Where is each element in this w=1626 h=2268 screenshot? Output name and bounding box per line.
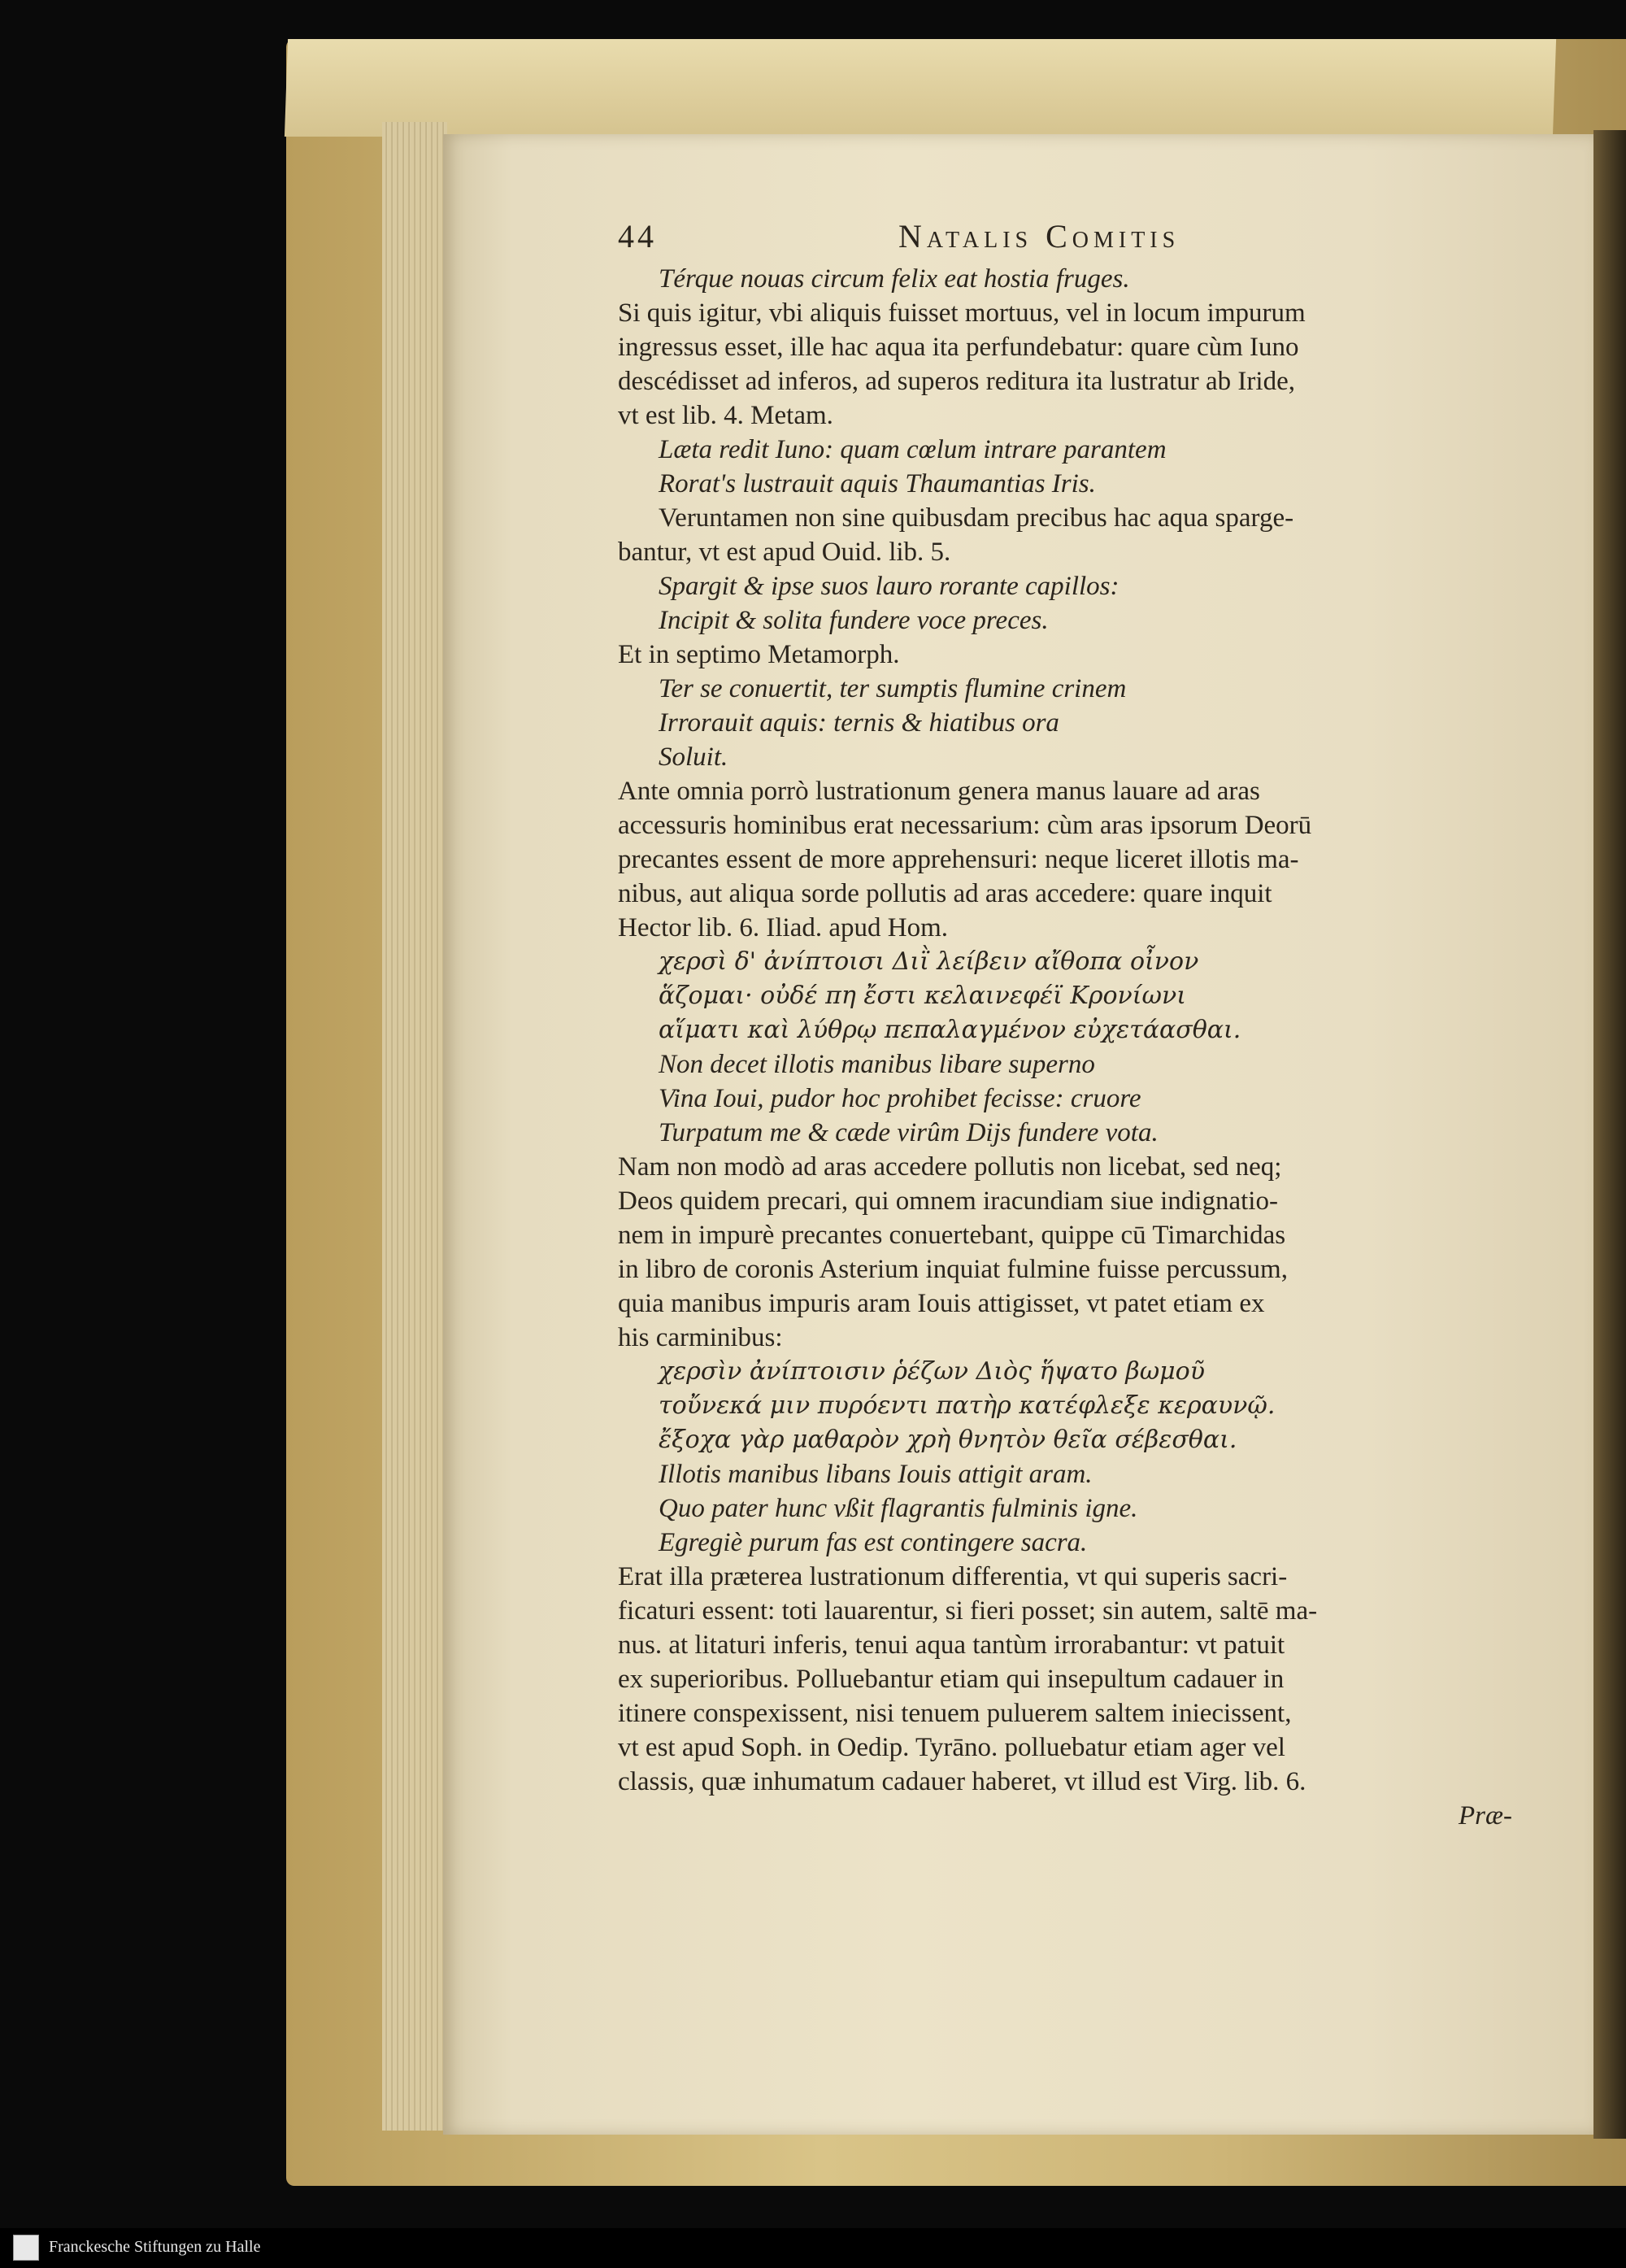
text-line: Ante omnia porrò lustrationum genera manus lauare ad aras bbox=[618, 777, 1260, 806]
text-line: Turpatum me & cæde virûm Dijs fundere vota. bbox=[659, 1118, 1159, 1147]
catchword: Præ- bbox=[1459, 1801, 1512, 1831]
text-line: itinere conspexissent, nisi tenuem puluerem saltem iniecissent, bbox=[618, 1699, 1292, 1728]
text-line: vt est lib. 4. Metam. bbox=[618, 401, 833, 430]
text-line: nus. at litaturi inferis, tenui aqua tantùm irrorabantur: vt patuit bbox=[618, 1630, 1285, 1660]
text-line: ficaturi essent: toti lauarentur, si fieri posset; sin autem, saltē ma- bbox=[618, 1596, 1318, 1626]
text-line: Erat illa præterea lustrationum differentia, vt qui superis sacri- bbox=[618, 1562, 1288, 1591]
text-line: Spargit & ipse suos lauro rorante capillos: bbox=[659, 572, 1120, 601]
text-line: quia manibus impuris aram Iouis attigisset, vt patet etiam ex bbox=[618, 1289, 1265, 1318]
page-header bbox=[618, 220, 1512, 262]
text-line: χερσὶ δ' ἀνίπτοισι Διῒ λείβειν αἴθοπα οἶνον bbox=[659, 947, 1199, 976]
text-line: χερσὶν ἀνίπτοισιν ῥέζων Διὸς ἥψατο βωμοῦ bbox=[659, 1357, 1205, 1386]
text-body bbox=[618, 262, 1512, 1799]
text-line: Non decet illotis manibus libare superno bbox=[659, 1050, 1095, 1079]
text-line: Incipit & solita fundere voce preces. bbox=[659, 606, 1049, 635]
text-line: accessuris hominibus erat necessarium: cùm aras ipsorum Deorū bbox=[618, 811, 1312, 840]
text-line: nibus, aut aliqua sorde pollutis ad aras accedere: quare inquit bbox=[618, 879, 1272, 908]
text-line: Irrorauit aquis: ternis & hiatibus ora bbox=[659, 708, 1059, 738]
footer-bar bbox=[0, 2228, 1626, 2268]
text-line: τοὔνεκά μιν πυρόεντι πατὴρ κατέφλεξε κεραυνῷ. bbox=[659, 1391, 1276, 1420]
text-line: in libro de coronis Asterium inquiat fulmine fuisse percussum, bbox=[618, 1255, 1288, 1284]
cover-top-edge bbox=[285, 39, 1556, 137]
text-line: ingressus esset, ille hac aqua ita perfundebatur: quare cùm Iuno bbox=[618, 333, 1299, 362]
text-line: Læta redit Iuno: quam cœlum intrare parantem bbox=[659, 435, 1167, 464]
text-line: Hector lib. 6. Iliad. apud Hom. bbox=[618, 913, 948, 942]
text-line: Illotis manibus libans Iouis attigit aram. bbox=[659, 1460, 1093, 1489]
running-head: Natalis Comitis bbox=[898, 218, 1180, 255]
text-line: Ter se conuertit, ter sumptis flumine crinem bbox=[659, 674, 1127, 703]
text-line: descédisset ad inferos, ad superos reditura ita lustratur ab Iride, bbox=[618, 367, 1295, 396]
text-line: Nam non modò ad aras accedere pollutis non licebat, sed neq; bbox=[618, 1152, 1282, 1182]
institution-name: Franckesche Stiftungen zu Halle bbox=[49, 2238, 261, 2256]
text-line: Vina Ioui, pudor hoc prohibet fecisse: cruore bbox=[659, 1084, 1141, 1113]
text-line: Si quis igitur, vbi aliquis fuisset mortuus, vel in locum impurum bbox=[618, 298, 1306, 328]
text-line: classis, quæ inhumatum cadauer haberet, vt illud est Virg. lib. 6. bbox=[618, 1767, 1306, 1796]
page-number: 44 bbox=[618, 218, 657, 255]
page-text bbox=[618, 220, 1512, 1833]
text-line: Veruntamen non sine quibusdam precibus hac aqua sparge- bbox=[659, 503, 1294, 533]
text-line: Quo pater hunc vßit flagrantis fulminis igne. bbox=[659, 1494, 1138, 1523]
text-line: αἵματι καὶ λύθρῳ πεπαλαγμένον εὐχετάασθαι. bbox=[659, 1016, 1241, 1044]
text-line: Soluit. bbox=[659, 742, 728, 772]
text-line: Térque nouas circum felix eat hostia fruges. bbox=[659, 264, 1130, 294]
text-line: nem in impurè precantes conuertebant, quippe cū Timarchidas bbox=[618, 1221, 1286, 1250]
text-line: precantes essent de more apprehensuri: neque liceret illotis ma- bbox=[618, 845, 1299, 874]
institution-logo-icon bbox=[13, 2235, 39, 2261]
text-line: Egregiè purum fas est contingere sacra. bbox=[659, 1528, 1088, 1557]
text-line: ἅζομαι· οὐδέ πη ἔστι κελαινεφέϊ Κρονίωνι bbox=[659, 982, 1186, 1010]
facing-page-edge bbox=[1593, 130, 1626, 2139]
text-line: ex superioribus. Polluebantur etiam qui insepultum cadauer in bbox=[618, 1665, 1285, 1694]
text-line: Et in septimo Metamorph. bbox=[618, 640, 900, 669]
text-line: his carminibus: bbox=[618, 1323, 783, 1352]
page-edges bbox=[382, 122, 447, 2131]
text-line: Rorat's lustrauit aquis Thaumantias Iris. bbox=[659, 469, 1096, 498]
text-line: bantur, vt est apud Ouid. lib. 5. bbox=[618, 538, 951, 567]
text-line: Deos quidem precari, qui omnem iracundiam siue indignatio- bbox=[618, 1186, 1278, 1216]
text-line: ἔξοχα γὰρ μαθαρὸν χρὴ θνητὸν θεῖα σέβεσθαι. bbox=[659, 1426, 1237, 1454]
text-line: vt est apud Soph. in Oedip. Tyrāno. polluebatur etiam ager vel bbox=[618, 1733, 1285, 1762]
